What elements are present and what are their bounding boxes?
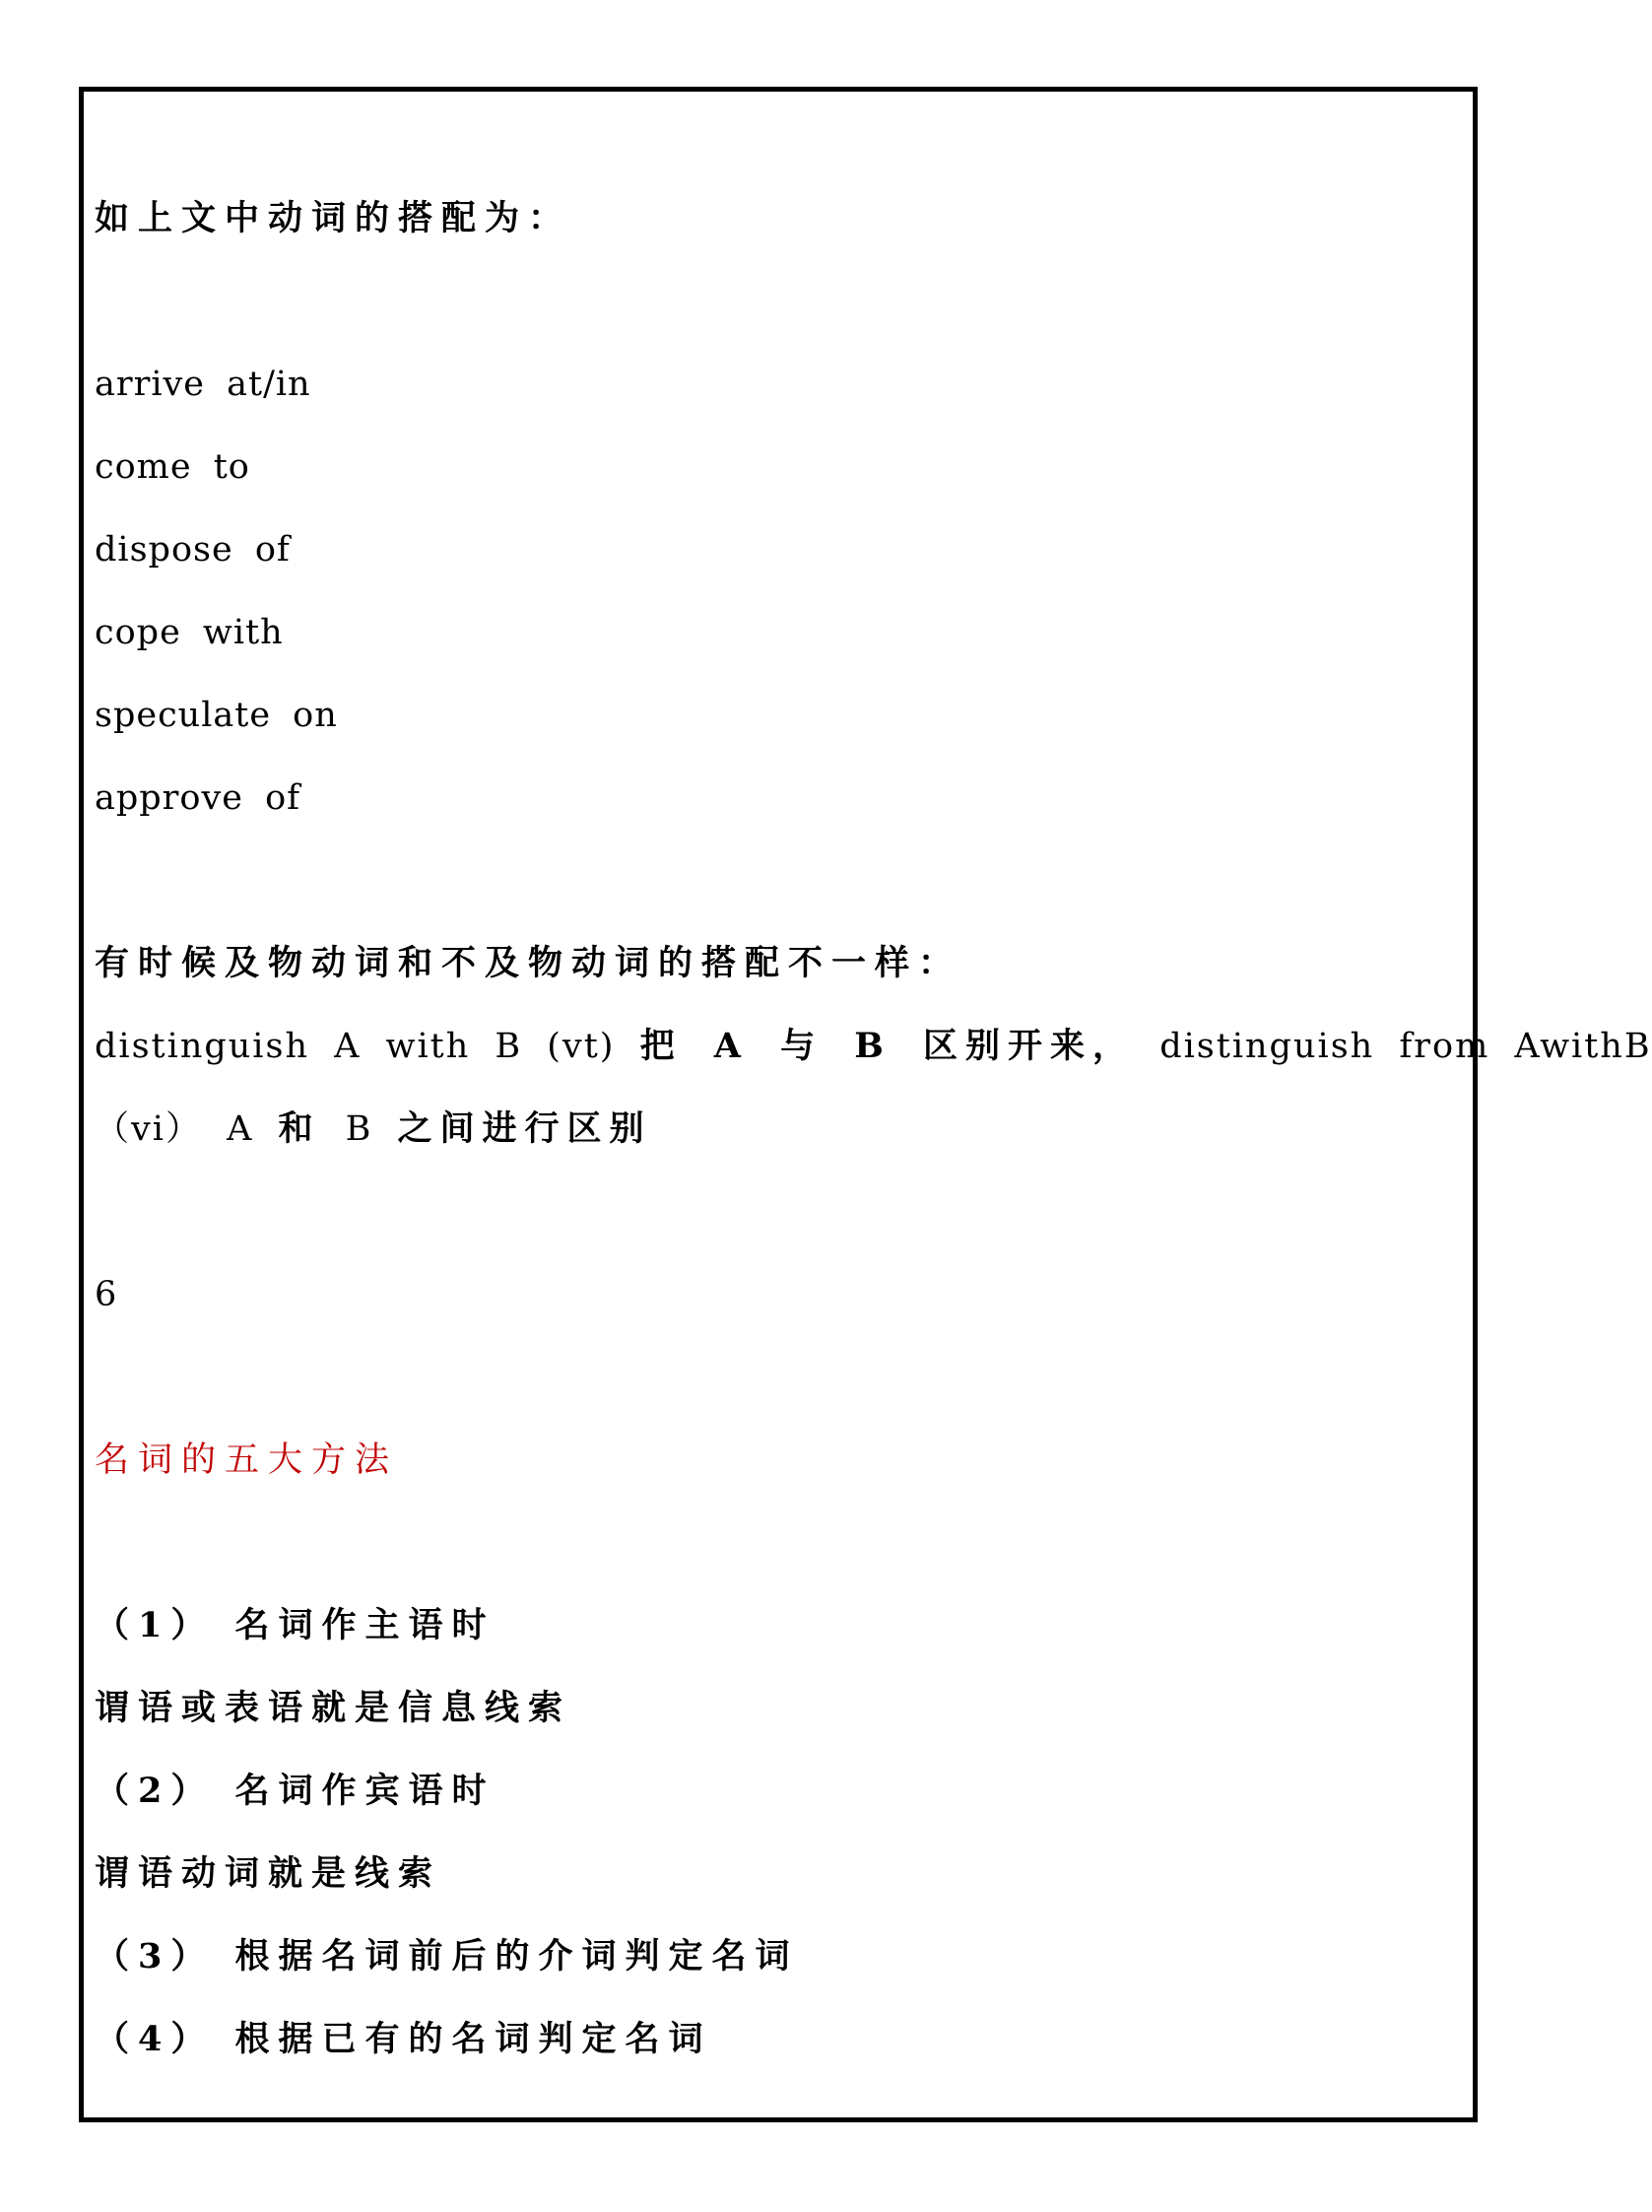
method-item: （4） 根据已有的名词判定名词 [95, 2019, 712, 2059]
collocation-item: dispose of [95, 530, 291, 570]
example-chinese-vt: 把 A 与 B 区别开来， [639, 1026, 1136, 1066]
collocation-item: speculate on [95, 696, 338, 735]
collocation-item: approve of [95, 778, 301, 818]
method-item: （3） 根据名词前后的介词判定名词 [95, 1936, 799, 1977]
example-b: B [345, 1109, 373, 1149]
collocation-item: arrive at/in [95, 365, 311, 404]
section-title: 名词的五大方法 [95, 1441, 399, 1480]
section-number: 6 [95, 1275, 118, 1314]
method-item: 谓语动词就是线索 [95, 1853, 442, 1894]
method-item: （2） 名词作宾语时 [95, 1771, 496, 1811]
example-english-vt: distinguish A with B (vt) [95, 1027, 616, 1066]
collocation-item: cope with [95, 613, 284, 652]
collocation-item: come to [95, 447, 250, 487]
example-and: 和 [278, 1108, 321, 1149]
collocation-heading: 如上文中动词的搭配为： [95, 198, 572, 238]
example-vi-label: （vi） A [95, 1109, 254, 1149]
example-distinguish-between: 之间进行区别 [397, 1108, 652, 1149]
example-line-1 [95, 1025, 1652, 1068]
example-english-vi: distinguish from AwithB [1159, 1027, 1652, 1066]
transitivity-note: 有时候及物动词和不及物动词的搭配不一样： [95, 943, 962, 983]
example-line-2 [95, 1107, 652, 1151]
method-item: 谓语或表语就是信息线索 [95, 1688, 572, 1728]
method-item: （1） 名词作主语时 [95, 1605, 496, 1645]
